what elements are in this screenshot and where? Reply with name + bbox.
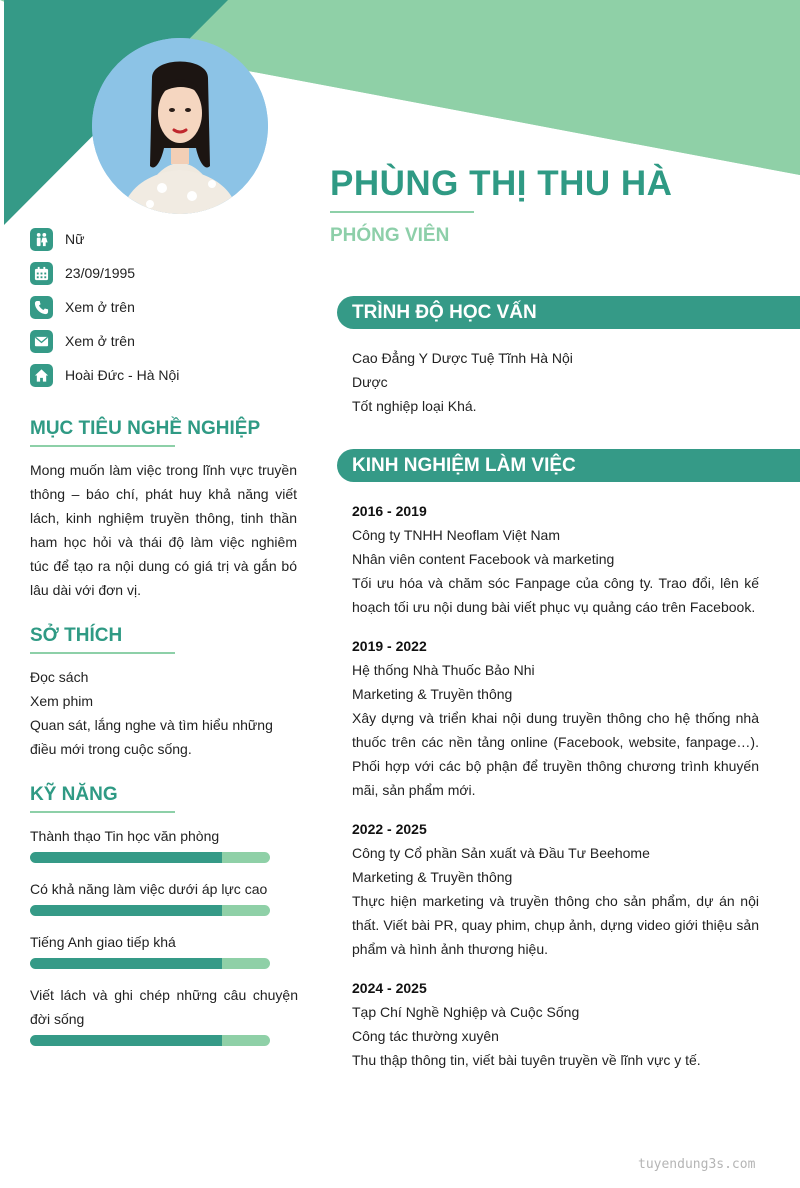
job-entry — [352, 976, 759, 1072]
education-section — [352, 346, 762, 418]
skill-bar-fill — [30, 958, 222, 969]
skill-item — [30, 824, 298, 863]
job-period: 2022 - 2025 — [352, 821, 427, 837]
contact-list — [30, 222, 320, 392]
contact-item-email — [30, 324, 320, 358]
skill-bar-fill — [30, 852, 222, 863]
skills-list — [30, 824, 298, 1060]
skill-name: Có khả năng làm việc dưới áp lực cao — [30, 881, 268, 897]
contact-item-birthday — [30, 256, 320, 290]
calendar-icon — [30, 262, 53, 285]
skill-bar-fill — [30, 905, 222, 916]
hobby-item: Quan sát, lắng nghe và tìm hiểu những điều mới trong cuộc sống. — [30, 717, 273, 757]
email-icon — [30, 330, 53, 353]
skills-underline — [30, 811, 175, 813]
skill-name: Viết lách và ghi chép những câu chuyện đời sống — [30, 987, 298, 1027]
education-result: Tốt nghiệp loại Khá. — [352, 398, 477, 414]
hobbies-title: SỞ THÍCH — [30, 625, 123, 646]
job-company: Công ty TNHH Neoflam Việt Nam — [352, 527, 560, 543]
hobby-item: Đọc sách — [30, 669, 89, 685]
skill-name: Thành thạo Tin học văn phòng — [30, 828, 220, 844]
job-position: Nhân viên content Facebook và marketing — [352, 551, 615, 567]
job-position: Marketing & Truyền thông — [352, 686, 513, 702]
job-entry — [352, 499, 759, 619]
job-description: Tối ưu hóa và chăm sóc Fanpage của công ty. Trao đổi, lên kế hoạch tối ưu nội dung bài viết phục vụ quảng cáo trên Facebook. — [352, 575, 759, 615]
job-position: Marketing & Truyền thông — [352, 869, 513, 885]
job-company: Tạp Chí Nghề Nghiệp và Cuộc Sống — [352, 1004, 580, 1020]
skill-bar — [30, 958, 270, 969]
job-period: 2024 - 2025 — [352, 980, 427, 996]
hobbies-underline — [30, 652, 175, 654]
contact-item-address — [30, 358, 320, 392]
skill-item — [30, 983, 298, 1046]
contact-item-phone — [30, 290, 320, 324]
objective-text: Mong muốn làm việc trong lĩnh vực truyền thông – báo chí, phát huy khả năng viết lách, kinh nghiệm truyền thông, tinh thần ham học hỏi và thái độ làm việc nghiêm túc để tạo ra nội dung có giá trị và gắn bó lâu dài với đơn vị. — [30, 462, 297, 598]
job-entry — [352, 634, 759, 802]
birthday-text: 23/09/1995 — [65, 265, 136, 281]
gender-icon — [30, 228, 53, 251]
address-text: Hoài Đức - Hà Nội — [65, 367, 180, 383]
skill-name: Tiếng Anh giao tiếp khá — [30, 934, 176, 950]
skill-bar-fill — [30, 1035, 222, 1046]
objective-title: MỤC TIÊU NGHỀ NGHIỆP — [30, 418, 261, 439]
phone-icon — [30, 296, 53, 319]
job-period: 2016 - 2019 — [352, 503, 427, 519]
email-text: Xem ở trên — [65, 333, 135, 349]
job-title: PHÓNG VIÊN — [330, 225, 450, 246]
education-major: Dược — [352, 374, 388, 390]
hobbies-list — [30, 665, 300, 761]
objective-underline — [30, 445, 175, 447]
contact-item-gender — [30, 222, 320, 256]
experience-section — [352, 499, 759, 1087]
job-description: Xây dựng và triển khai nội dung truyền thông cho hệ thống nhà thuốc trên các nền tảng online (Facebook, website, fanpage…). Phối hợp với các bộ phận để truyền thông chương trình khuyến mãi, sản phẩm mới. — [352, 710, 759, 798]
skills-title: KỸ NĂNG — [30, 784, 118, 805]
job-entry — [352, 817, 759, 961]
watermark: tuyendung3s.com — [638, 1157, 756, 1172]
phone-text: Xem ở trên — [65, 299, 135, 315]
education-header: TRÌNH ĐỘ HỌC VẤN — [337, 296, 800, 329]
profile-photo — [92, 38, 268, 214]
job-description: Thực hiện marketing và truyền thông cho sản phẩm, dự án nội thất. Viết bài PR, quay phim, chụp ảnh, dựng video giới thiệu sản phẩm và hình ảnh thương hiệu. — [352, 893, 759, 957]
job-description: Thu thập thông tin, viết bài tuyên truyền về lĩnh vực y tế. — [352, 1052, 701, 1068]
job-period: 2019 - 2022 — [352, 638, 427, 654]
name-underline — [330, 211, 474, 213]
home-icon — [30, 364, 53, 387]
job-company: Công ty Cổ phần Sản xuất và Đầu Tư Beehome — [352, 845, 650, 861]
job-company: Hệ thống Nhà Thuốc Bảo Nhi — [352, 662, 535, 678]
education-school: Cao Đẳng Y Dược Tuệ Tĩnh Hà Nội — [352, 350, 573, 366]
skill-bar — [30, 852, 270, 863]
experience-header: KINH NGHIỆM LÀM VIỆC — [337, 449, 800, 482]
skill-bar — [30, 905, 270, 916]
skill-item — [30, 877, 298, 916]
job-position: Công tác thường xuyên — [352, 1028, 499, 1044]
candidate-name: PHÙNG THỊ THU HÀ — [330, 164, 673, 203]
skill-item — [30, 930, 298, 969]
gender-text: Nữ — [65, 231, 85, 247]
hobby-item: Xem phim — [30, 693, 94, 709]
skill-bar — [30, 1035, 270, 1046]
